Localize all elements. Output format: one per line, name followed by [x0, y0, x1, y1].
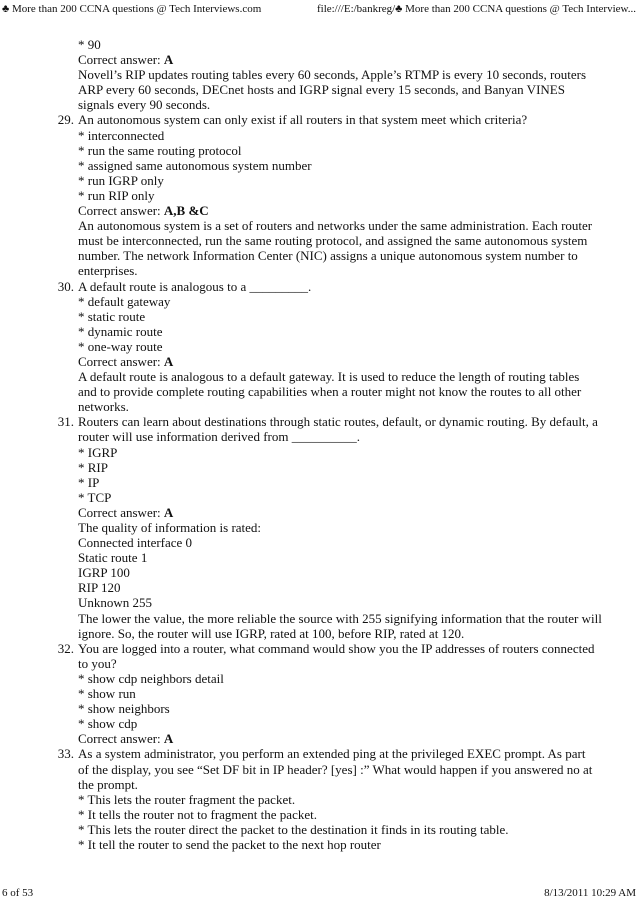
explanation-line: A default route is analogous to a default gateway. It is used to reduce the length of routing tables [78, 369, 580, 385]
explanation-line: ARP every 60 seconds, DECnet hosts and IGRP signal every 15 seconds, and Banyan VINES [78, 82, 565, 98]
explanation-line: An autonomous system is a set of routers and networks under the same administration. Each router [78, 218, 593, 234]
explanation-line: Unknown 255 [78, 595, 153, 611]
question-number: 30. [57, 278, 74, 294]
answer-value: A [163, 353, 174, 369]
question-33 [57, 746, 598, 852]
question-line [57, 414, 598, 430]
question-28-continued [78, 37, 598, 112]
option-line: * run IGRP only [78, 172, 164, 188]
explanation-line: Static route 1 [78, 550, 148, 566]
question-text: A default route is analogous to a _________. [78, 278, 312, 294]
explanation-line: IGRP 100 [78, 565, 130, 581]
question-number: 29. [57, 112, 74, 128]
correct-answer-line [78, 731, 598, 746]
option-line: * IGRP [78, 444, 118, 460]
option-line: * show run [78, 686, 136, 702]
header-page-title: ♣ More than 200 CCNA questions @ Tech Interviews.com [2, 3, 262, 15]
option-line: * 90 [78, 37, 101, 52]
explanation-line: Connected interface 0 [78, 535, 193, 551]
explanation-line: enterprises. [78, 263, 138, 279]
question-number: 31. [57, 414, 74, 430]
answer-label: Correct answer: [78, 203, 164, 219]
option-line: * default gateway [78, 293, 171, 309]
explanation-line: and to provide complete routing capabilities when a router might not know the routes to all other [78, 384, 582, 400]
question-32 [57, 640, 598, 747]
option-line: * run the same routing protocol [78, 142, 242, 158]
explanation-line: The lower the value, the more reliable the source with 255 signifying information that the router will [78, 610, 602, 626]
correct-answer-line [78, 203, 598, 218]
option-line: * This lets the router fragment the packet. [78, 791, 296, 807]
option-line: * show neighbors [78, 701, 170, 717]
question-line: router will use information derived from __________. [78, 429, 360, 445]
correct-answer-line [78, 505, 598, 520]
option-line: * It tells the router not to fragment the packet. [78, 806, 317, 822]
option-line: * dynamic route [78, 323, 163, 339]
question-line [57, 746, 598, 762]
option-line: * assigned same autonomous system number [78, 157, 312, 173]
footer-datetime: 8/13/2011 10:29 AM [544, 887, 636, 899]
explanation-line: ignore. So, the router will use IGRP, rated at 100, before RIP, rated at 120. [78, 625, 465, 641]
answer-value: A,B &C [163, 203, 209, 219]
explanation-line: RIP 120 [78, 580, 121, 596]
question-line [57, 278, 598, 294]
answer-value: A [163, 504, 174, 520]
option-line: * show cdp [78, 716, 138, 732]
option-line: * static route [78, 308, 146, 324]
option-line: * This lets the router direct the packet to the destination it finds in its routing table. [78, 821, 509, 837]
explanation-line: Novell’s RIP updates routing tables every 60 seconds, Apple’s RTMP is every 10 seconds, routers [78, 67, 587, 83]
option-line: * It tell the router to send the packet to the next hop router [78, 836, 381, 852]
answer-label: Correct answer: [78, 504, 164, 520]
correct-answer-line [78, 354, 598, 369]
option-line: * TCP [78, 489, 112, 505]
option-line: * one-way route [78, 338, 163, 354]
option-line: * RIP [78, 459, 108, 475]
option-line: * show cdp neighbors detail [78, 670, 224, 686]
question-text: An autonomous system can only exist if all routers in that system meet which criteria? [78, 112, 528, 128]
question-text: You are logged into a router, what command would show you the IP addresses of routers connected [78, 640, 595, 656]
answer-value: A [163, 731, 174, 747]
question-number: 33. [57, 746, 74, 762]
explanation-line: number. The network Information Center (NIC) assigns a unique autonomous system number to [78, 248, 578, 264]
question-line [57, 112, 598, 128]
question-line: the prompt. [78, 776, 138, 792]
question-line: of the display, you see “Set DF bit in IP header? [yes] :” What would happen if you answered no at [78, 761, 593, 777]
answer-label: Correct answer: [78, 353, 164, 369]
option-line: * run RIP only [78, 187, 155, 203]
question-number: 32. [57, 640, 74, 656]
answer-label: Correct answer: [78, 52, 164, 68]
option-line: * interconnected [78, 127, 165, 143]
browser-print-footer [0, 886, 638, 900]
explanation-line: networks. [78, 399, 129, 415]
answer-label: Correct answer: [78, 731, 164, 747]
explanation-line: must be interconnected, run the same routing protocol, and assigned the same autonomous system [78, 233, 588, 249]
browser-print-header [0, 2, 638, 16]
option-line: * IP [78, 474, 100, 490]
answer-value: A [163, 52, 174, 68]
question-text: Routers can learn about destinations through static routes, default, or dynamic routing. By default, a [78, 414, 598, 430]
question-line: to you? [78, 655, 117, 671]
question-29 [57, 112, 598, 279]
explanation-line: signals every 90 seconds. [78, 97, 211, 113]
explanation-line: The quality of information is rated: [78, 520, 262, 535]
header-file-url: file:///E:/bankreg/♣ More than 200 CCNA questions @ Tech Interview... [316, 3, 636, 15]
question-line [57, 640, 598, 656]
correct-answer-line [78, 52, 598, 67]
footer-page-number: 6 of 53 [2, 887, 34, 899]
question-text: As a system administrator, you perform an extended ping at the privileged EXEC prompt. As part [78, 746, 586, 762]
question-30 [57, 278, 598, 415]
question-31 [57, 414, 602, 641]
document-body [57, 37, 602, 852]
